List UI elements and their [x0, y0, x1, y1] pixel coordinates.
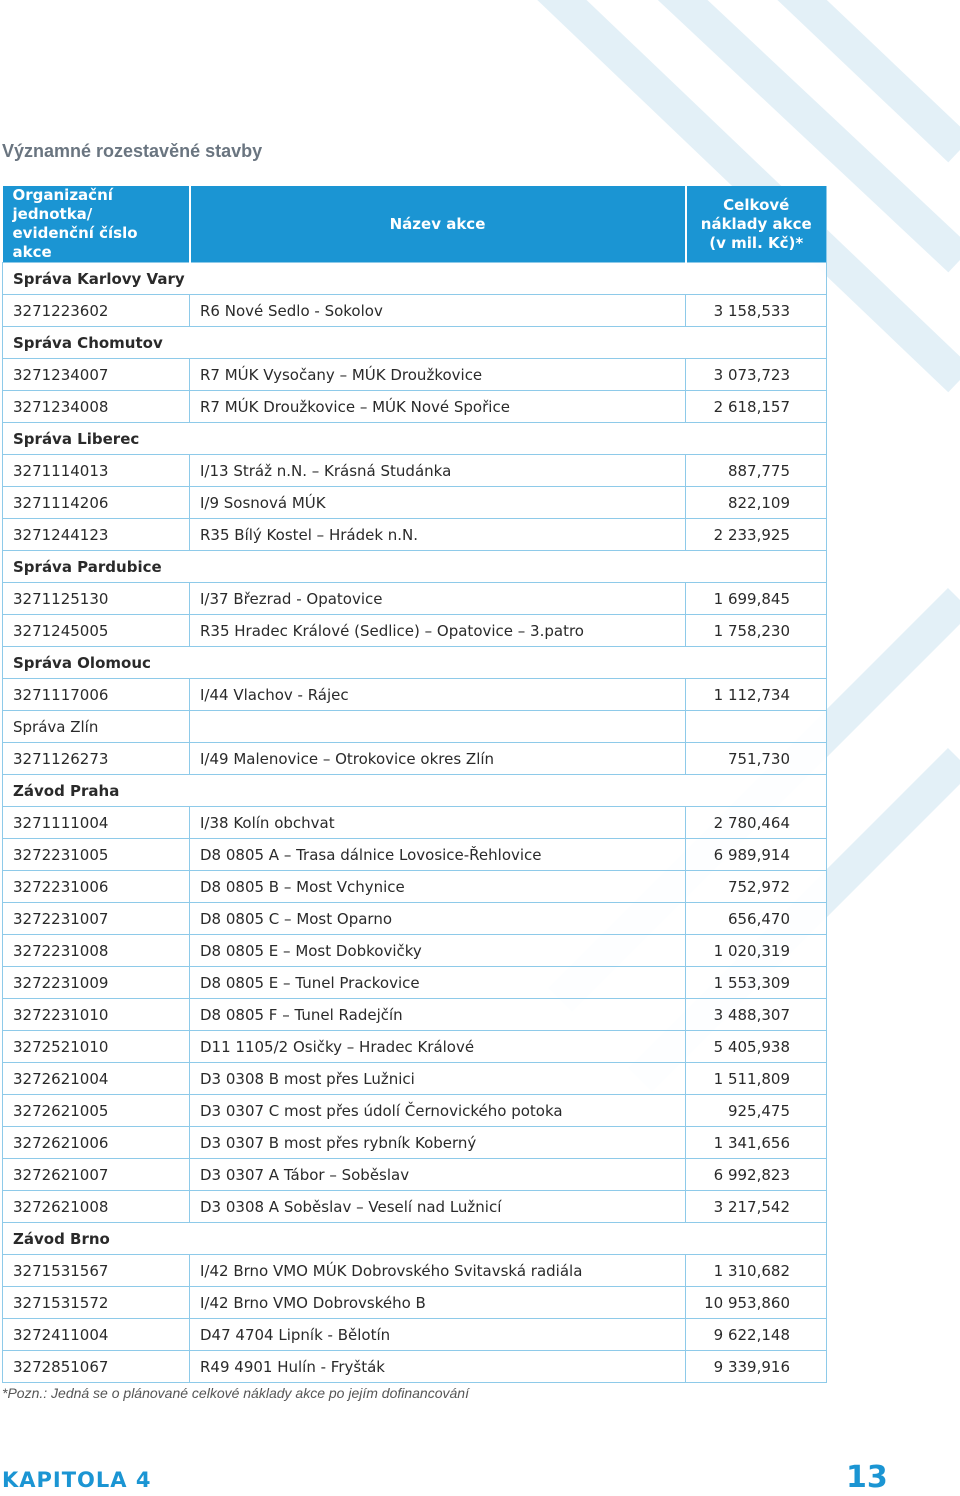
table-row — [3, 1127, 827, 1159]
cell-id: 3272621006 — [3, 1127, 190, 1159]
header-total-cost: Celkové náklady akce (v mil. Kč)* — [686, 186, 827, 263]
section-name: Správa Liberec — [3, 423, 827, 455]
cell-action-name: R7 MÚK Droužkovice – MÚK Nové Spořice — [190, 391, 686, 423]
page-number: 13 — [846, 1460, 888, 1495]
cell-id: 3272621008 — [3, 1191, 190, 1223]
cell-cost: 3 488,307 — [686, 999, 827, 1031]
cell-cost: 5 405,938 — [686, 1031, 827, 1063]
table-row — [3, 487, 827, 519]
cell-cost: 9 622,148 — [686, 1319, 827, 1351]
cell-cost: 2 618,157 — [686, 391, 827, 423]
chapter-label: KAPITOLA 4 — [2, 1468, 152, 1492]
cell-action-name: I/42 Brno VMO MÚK Dobrovského Svitavská radiála — [190, 1255, 686, 1287]
cell-id: 3272621007 — [3, 1159, 190, 1191]
table-row — [3, 519, 827, 551]
cell-cost: 1 758,230 — [686, 615, 827, 647]
cell-id: 3271111004 — [3, 807, 190, 839]
cell-action-name: R35 Hradec Králové (Sedlice) – Opatovice – 3.patro — [190, 615, 686, 647]
cell-id: 3271234007 — [3, 359, 190, 391]
cell-action-name: D8 0805 B – Most Vchynice — [190, 871, 686, 903]
cell-id: 3272521010 — [3, 1031, 190, 1063]
cell-id: 3272231007 — [3, 903, 190, 935]
table-row — [3, 615, 827, 647]
section-row — [3, 1223, 827, 1255]
cell-id: 3271126273 — [3, 743, 190, 775]
section-name: Správa Chomutov — [3, 327, 827, 359]
section-row — [3, 647, 827, 679]
cell-action-name: D8 0805 F – Tunel Radejčín — [190, 999, 686, 1031]
table-row — [3, 1063, 827, 1095]
cell-id: 3271531567 — [3, 1255, 190, 1287]
cell-id: 3271125130 — [3, 583, 190, 615]
cell-cost: 3 158,533 — [686, 295, 827, 327]
cell-id: 3272231005 — [3, 839, 190, 871]
cell-cost: 751,730 — [686, 743, 827, 775]
cell-id: 3272411004 — [3, 1319, 190, 1351]
cell-cost: 3 073,723 — [686, 359, 827, 391]
header-org-unit: Organizační jednotka/ evidenční číslo akce — [3, 186, 190, 263]
cell-action-name: D3 0307 B most přes rybník Koberný — [190, 1127, 686, 1159]
cell-id: 3271245005 — [3, 615, 190, 647]
section-row — [3, 327, 827, 359]
cell-cost: 1 341,656 — [686, 1127, 827, 1159]
cell-id: 3271114013 — [3, 455, 190, 487]
table-row — [3, 359, 827, 391]
cell-cost: 752,972 — [686, 871, 827, 903]
section-row — [3, 423, 827, 455]
table-row — [3, 1159, 827, 1191]
cell-id: 3271117006 — [3, 679, 190, 711]
cell-id: 3271244123 — [3, 519, 190, 551]
cell-action-name: I/38 Kolín obchvat — [190, 807, 686, 839]
cell-cost: 1 020,319 — [686, 935, 827, 967]
cell-cost: 6 989,914 — [686, 839, 827, 871]
cell-action-name: I/13 Stráž n.N. – Krásná Studánka — [190, 455, 686, 487]
cell-cost: 1 699,845 — [686, 583, 827, 615]
cell-cost: 10 953,860 — [686, 1287, 827, 1319]
table-row — [3, 1191, 827, 1223]
cell-action-name: D8 0805 C – Most Oparno — [190, 903, 686, 935]
cell-id: 3272621004 — [3, 1063, 190, 1095]
section-row — [3, 551, 827, 583]
table-row — [3, 1319, 827, 1351]
cell-action-name: R49 4901 Hulín - Fryšták — [190, 1351, 686, 1383]
section-name: Závod Praha — [3, 775, 827, 807]
cell-id: 3271223602 — [3, 295, 190, 327]
table-row — [3, 935, 827, 967]
table-row — [3, 1351, 827, 1383]
cell-cost: 1 511,809 — [686, 1063, 827, 1095]
cell-id: 3272231010 — [3, 999, 190, 1031]
section-row — [3, 711, 827, 743]
cell-cost: 925,475 — [686, 1095, 827, 1127]
cell-action-name: D47 4704 Lipník - Bělotín — [190, 1319, 686, 1351]
cell-action-name: I/9 Sosnová MÚK — [190, 487, 686, 519]
cell-action-name: I/42 Brno VMO Dobrovského B — [190, 1287, 686, 1319]
table-row — [3, 583, 827, 615]
section-name: Správa Zlín — [3, 711, 190, 743]
table-row — [3, 1095, 827, 1127]
table-row — [3, 391, 827, 423]
cell-id: 3272621005 — [3, 1095, 190, 1127]
cell-id: 3272231006 — [3, 871, 190, 903]
table-row — [3, 743, 827, 775]
cell-cost: 3 217,542 — [686, 1191, 827, 1223]
table-header-row — [3, 186, 827, 263]
cell-id: 3272231009 — [3, 967, 190, 999]
cell-action-name: R7 MÚK Vysočany – MÚK Droužkovice — [190, 359, 686, 391]
table-body — [3, 263, 827, 1383]
cell-id: 3272851067 — [3, 1351, 190, 1383]
cell-action-name: D8 0805 E – Tunel Prackovice — [190, 967, 686, 999]
cell-cost: 2 233,925 — [686, 519, 827, 551]
cell-action-name: I/37 Březrad - Opatovice — [190, 583, 686, 615]
cell-id: 3271234008 — [3, 391, 190, 423]
cell-action-name: D8 0805 E – Most Dobkovičky — [190, 935, 686, 967]
empty-cell — [686, 711, 827, 743]
footnote: *Pozn.: Jedná se o plánované celkové náklady akce po jejím dofinancování — [2, 1385, 469, 1401]
cell-action-name: D3 0307 A Tábor – Soběslav — [190, 1159, 686, 1191]
table-row — [3, 999, 827, 1031]
table-row — [3, 1255, 827, 1287]
cell-cost: 2 780,464 — [686, 807, 827, 839]
cell-action-name: D3 0307 C most přes údolí Černovického potoka — [190, 1095, 686, 1127]
cell-cost: 822,109 — [686, 487, 827, 519]
cell-id: 3272231008 — [3, 935, 190, 967]
table-row — [3, 295, 827, 327]
cell-cost: 9 339,916 — [686, 1351, 827, 1383]
table-row — [3, 679, 827, 711]
cell-action-name: D11 1105/2 Osičky – Hradec Králové — [190, 1031, 686, 1063]
cell-action-name: D3 0308 B most přes Lužnici — [190, 1063, 686, 1095]
section-name: Správa Olomouc — [3, 647, 827, 679]
cell-action-name: D8 0805 A – Trasa dálnice Lovosice-Řehlovice — [190, 839, 686, 871]
cell-cost: 1 310,682 — [686, 1255, 827, 1287]
page-title: Významné rozestavěné stavby — [2, 141, 263, 161]
section-name: Závod Brno — [3, 1223, 827, 1255]
table-row — [3, 903, 827, 935]
empty-cell — [190, 711, 686, 743]
cell-action-name: R6 Nové Sedlo - Sokolov — [190, 295, 686, 327]
table-row — [3, 871, 827, 903]
cell-action-name: R35 Bílý Kostel – Hrádek n.N. — [190, 519, 686, 551]
cell-cost: 1 553,309 — [686, 967, 827, 999]
cell-cost: 1 112,734 — [686, 679, 827, 711]
section-row — [3, 263, 827, 295]
cell-id: 3271114206 — [3, 487, 190, 519]
cell-action-name: D3 0308 A Soběslav – Veselí nad Lužnicí — [190, 1191, 686, 1223]
cell-action-name: I/44 Vlachov - Rájec — [190, 679, 686, 711]
section-name: Správa Pardubice — [3, 551, 827, 583]
table-row — [3, 839, 827, 871]
table-row — [3, 1287, 827, 1319]
header-action-name: Název akce — [190, 186, 686, 263]
cell-id: 3271531572 — [3, 1287, 190, 1319]
table-row — [3, 455, 827, 487]
cell-action-name: I/49 Malenovice – Otrokovice okres Zlín — [190, 743, 686, 775]
table-row — [3, 807, 827, 839]
cell-cost: 887,775 — [686, 455, 827, 487]
section-name: Správa Karlovy Vary — [3, 263, 827, 295]
cell-cost: 656,470 — [686, 903, 827, 935]
section-row — [3, 775, 827, 807]
table-row — [3, 967, 827, 999]
table-row — [3, 1031, 827, 1063]
cell-cost: 6 992,823 — [686, 1159, 827, 1191]
buildings-table — [2, 186, 827, 1383]
